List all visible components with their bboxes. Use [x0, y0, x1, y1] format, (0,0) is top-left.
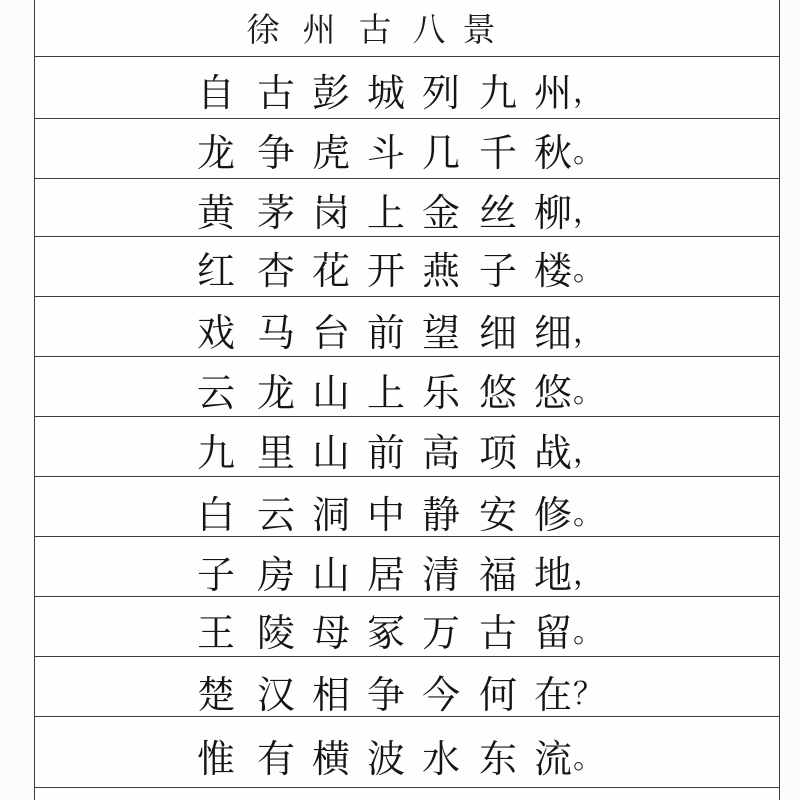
poem-character: 前 [366, 431, 405, 475]
punctuation-mark: ， [573, 315, 603, 350]
poem-character: 杏 [256, 249, 295, 293]
poem-character: 徐 [246, 10, 280, 49]
poem-character: 岗 [311, 191, 350, 235]
poem-character: 地 [533, 553, 572, 597]
poem-character: 清 [421, 553, 460, 597]
poem-character: 古 [358, 10, 392, 49]
poem-character: 上 [366, 371, 405, 415]
poem-line [35, 363, 779, 423]
poem-character: 洞 [311, 493, 350, 537]
poem-character: 八 [412, 10, 446, 49]
poem-character: 悠 [533, 371, 572, 415]
poem-character: 波 [366, 737, 405, 781]
poem-character: 上 [366, 191, 405, 235]
poem-character: 景 [462, 10, 496, 49]
punctuation-mark: ， [573, 557, 603, 592]
poem-character: 千 [478, 131, 517, 175]
poem-character: 有 [256, 737, 295, 781]
poem-line [35, 603, 779, 663]
punctuation-mark: ， [573, 435, 603, 470]
poem-character: 彭 [311, 71, 350, 115]
poem-line [35, 665, 779, 725]
poem-line [35, 63, 779, 123]
poem-character: 古 [256, 71, 295, 115]
poem-character: 自 [196, 71, 235, 115]
poem-character: 台 [311, 311, 350, 355]
poem-character: 冢 [366, 611, 405, 655]
poem-line [35, 485, 779, 545]
poem-character: 楼 [533, 249, 572, 293]
poem-character: 龙 [196, 131, 235, 175]
poem-character: 万 [421, 611, 460, 655]
poem-character: 居 [366, 553, 405, 597]
poem-character: 子 [478, 249, 517, 293]
punctuation-mark: 。 [573, 135, 603, 170]
poem-character: 悠 [478, 371, 517, 415]
poem-line [35, 423, 779, 483]
poem-character: 房 [256, 553, 295, 597]
poem-line [35, 303, 779, 363]
poem-character: 水 [421, 737, 460, 781]
poem-character: 福 [478, 553, 517, 597]
poem-character: 斗 [366, 131, 405, 175]
poem-character: 相 [311, 673, 350, 717]
poem-character: 柳 [533, 191, 572, 235]
poem-character: 山 [311, 431, 350, 475]
poem-character: 开 [366, 249, 405, 293]
poem-character: 东 [478, 737, 517, 781]
poem-character: 何 [478, 673, 517, 717]
poem-character: 龙 [256, 371, 295, 415]
poem-character: 古 [478, 611, 517, 655]
poem-title [35, 0, 779, 60]
poem-character: 陵 [256, 611, 295, 655]
poem-character: 城 [366, 71, 405, 115]
poem-character: 争 [256, 131, 295, 175]
poem-character: 秋 [533, 131, 572, 175]
poem-character: 里 [256, 431, 295, 475]
poem-character: 几 [421, 131, 460, 175]
punctuation-mark: ， [573, 75, 603, 110]
poem-character: 马 [256, 311, 295, 355]
poem-character: 高 [421, 431, 460, 475]
poem-character: 安 [478, 493, 517, 537]
punctuation-mark: 。 [573, 253, 603, 288]
poem-line [35, 545, 779, 605]
ruled-paper [34, 0, 780, 800]
punctuation-mark: ， [573, 195, 603, 230]
punctuation-mark: 。 [573, 615, 603, 650]
poem-character: 金 [421, 191, 460, 235]
poem-character: 王 [196, 611, 235, 655]
poem-character: 列 [421, 71, 460, 115]
poem-character: 细 [533, 311, 572, 355]
poem-character: 丝 [478, 191, 517, 235]
punctuation-mark: 。 [573, 375, 603, 410]
poem-character: 九 [478, 71, 517, 115]
poem-character: 戏 [196, 311, 235, 355]
punctuation-mark: 。 [573, 497, 603, 532]
poem-character: 花 [311, 249, 350, 293]
punctuation-mark: ？ [573, 677, 603, 712]
poem-character: 云 [256, 493, 295, 537]
poem-line [35, 729, 779, 789]
poem-character: 黄 [196, 191, 235, 235]
poem-line [35, 241, 779, 301]
poem-character: 白 [196, 493, 235, 537]
poem-character: 细 [478, 311, 517, 355]
poem-character: 燕 [421, 249, 460, 293]
poem-character: 争 [366, 673, 405, 717]
poem-character: 母 [311, 611, 350, 655]
poem-character: 中 [366, 493, 405, 537]
poem-character: 茅 [256, 191, 295, 235]
poem-character: 州 [302, 10, 336, 49]
poem-character: 楚 [196, 673, 235, 717]
poem-character: 惟 [196, 737, 235, 781]
poem-character: 在 [533, 673, 572, 717]
poem-character: 横 [311, 737, 350, 781]
poem-character: 今 [421, 673, 460, 717]
poem-character: 修 [533, 493, 572, 537]
poem-character: 州 [533, 71, 572, 115]
poem-character: 红 [196, 249, 235, 293]
poem-character: 静 [421, 493, 460, 537]
poem-character: 九 [196, 431, 235, 475]
poem-character: 山 [311, 371, 350, 415]
poem-line [35, 183, 779, 243]
poem-character: 流 [533, 737, 572, 781]
poem-line [35, 123, 779, 183]
poem-character: 项 [478, 431, 517, 475]
poem-character: 留 [533, 611, 572, 655]
poem-character: 云 [196, 371, 235, 415]
poem-character: 汉 [256, 673, 295, 717]
poem-character: 望 [421, 311, 460, 355]
punctuation-mark: 。 [573, 741, 603, 776]
poem-character: 战 [533, 431, 572, 475]
poem-character: 山 [311, 553, 350, 597]
poem-character: 虎 [311, 131, 350, 175]
poem-character: 子 [196, 553, 235, 597]
poem-character: 乐 [421, 371, 460, 415]
poem-character: 前 [366, 311, 405, 355]
